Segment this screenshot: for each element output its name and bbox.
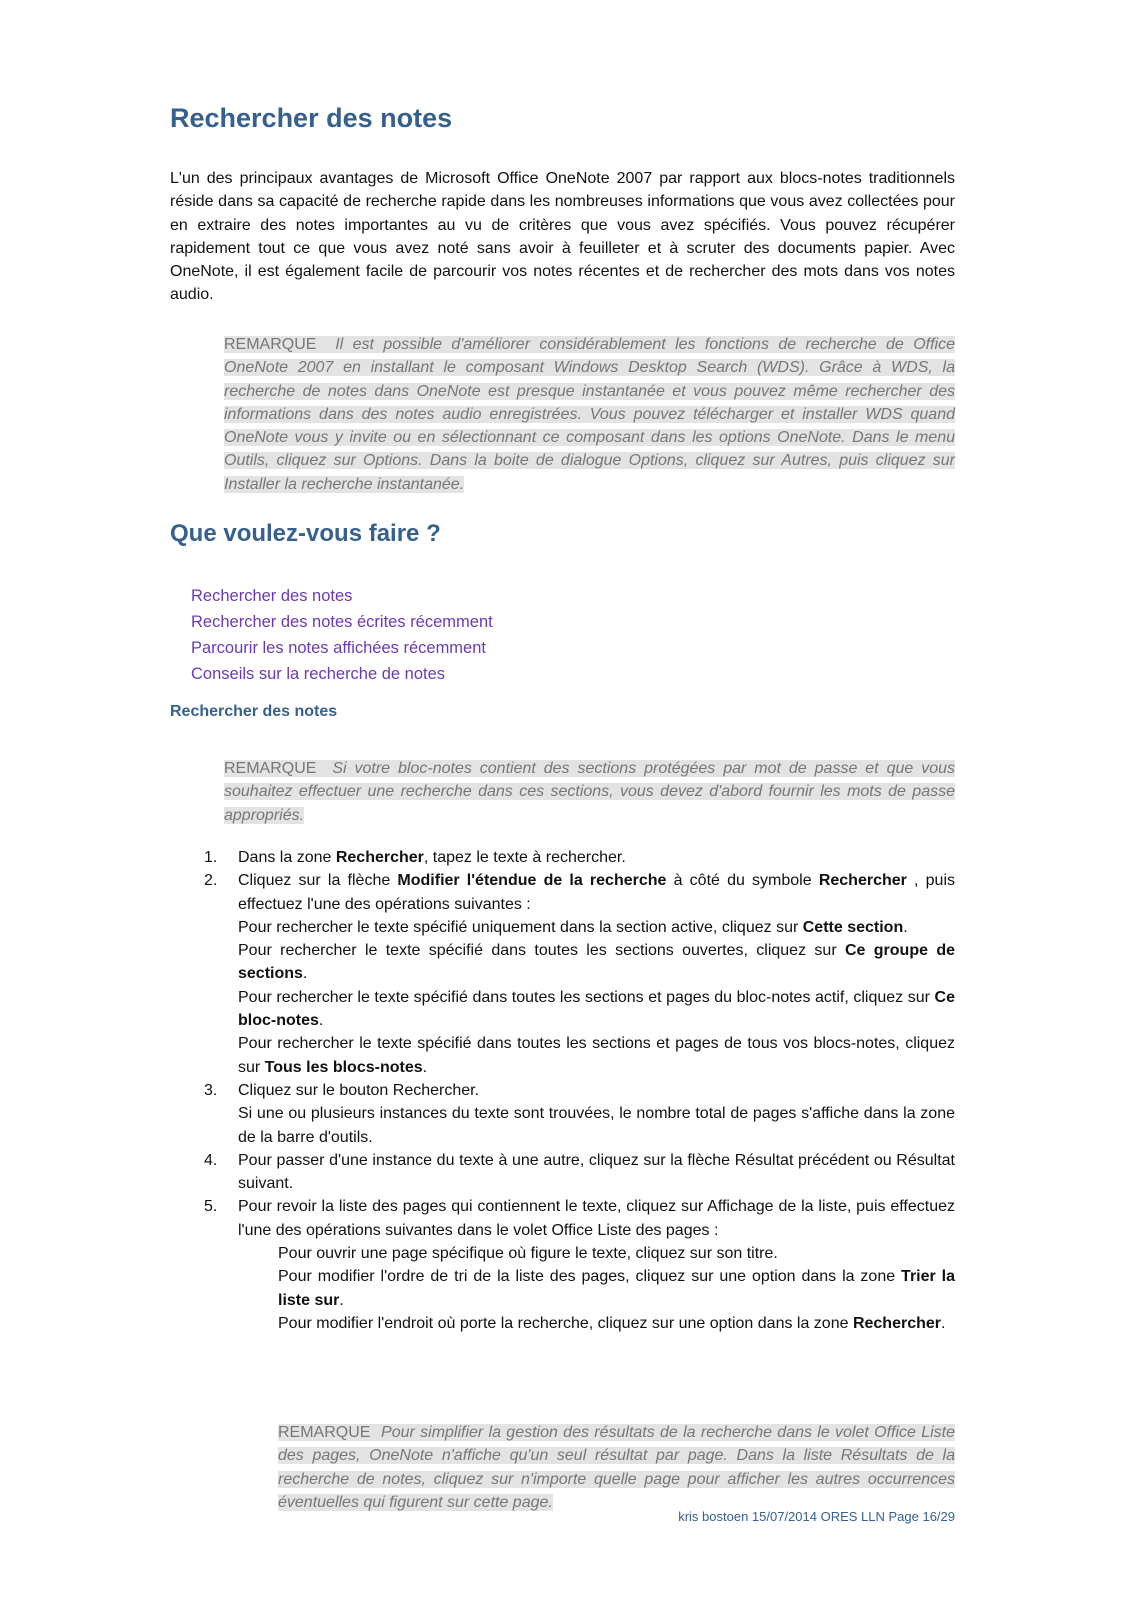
step-option: Pour ouvrir une page spécifique où figure le texte, cliquez sur son titre. — [278, 1245, 778, 1263]
section-heading-what-to-do: Que voulez-vous faire ? — [170, 520, 441, 547]
step-option: Pour modifier l'endroit où porte la recherche, cliquez sur une option dans la zone Rechercher. — [278, 1314, 946, 1332]
note-label: REMARQUE — [224, 760, 317, 777]
step-option: Pour rechercher le texte spécifié uniquement dans la section active, cliquez sur Cette section. — [238, 918, 908, 936]
step-number: 3. — [204, 1081, 218, 1099]
step-number: 2. — [204, 872, 218, 890]
step-text: Pour revoir la liste des pages qui contiennent le texte, cliquez sur Affichage de la liste, puis effectuez l'une des opérations suivantes dans le volet Office Liste des pages : — [238, 1198, 955, 1239]
link-rechercher-notes[interactable]: Rechercher des notes — [191, 587, 353, 605]
note-label: REMARQUE — [224, 336, 317, 353]
note-box — [224, 757, 955, 827]
step-detail: Si une ou plusieurs instances du texte sont trouvées, le nombre total de pages s'affiche dans la zone de la barre d'outils. — [238, 1105, 955, 1146]
list-item — [200, 846, 955, 869]
intro-paragraph: L'un des principaux avantages de Microsoft Office OneNote 2007 par rapport aux blocs-notes traditionnels réside dans sa capacité de recherche rapide dans les nombreuses informations que vous avez collectées pour en extraire des notes importantes au vu de critères que vous avez spécifiés. Vous pouvez récupérer rapidement tout ce que vous avez noté sans avoir à feuilleter et à scruter des documents papier. Avec OneNote, il est également facile de parcourir vos notes récentes et de rechercher des mots dans vos notes audio. — [170, 170, 955, 304]
note-text: Pour simplifier la gestion des résultats de la recherche dans le volet Office Liste des pages, OneNote n'affiche qu'un seul résultat par page. Dans la liste Résultats de la recherche de notes, cliquez sur n'importe quelle page pour afficher les autres occurrences éventuelles qui figurent sur cette page. — [278, 1424, 956, 1511]
step-text: Cliquez sur la flèche Modifier l'étendue de la recherche à côté du symbole Rechercher , puis effectuez l'une des opérations suivantes : — [238, 872, 955, 913]
step-text: Cliquez sur le bouton Rechercher. — [238, 1081, 480, 1099]
step-option: Pour rechercher le texte spécifié dans toutes les sections ouvertes, cliquez sur Ce groupe de sections. — [238, 942, 956, 983]
list-item — [200, 1079, 955, 1149]
step-option: Pour modifier l'ordre de tri de la liste des pages, cliquez sur une option dans la zone Trier la liste sur. — [278, 1268, 955, 1309]
step-text: Dans la zone Rechercher, tapez le texte à rechercher. — [238, 849, 626, 866]
list-item — [200, 869, 955, 1079]
list-item — [200, 1195, 955, 1335]
page-title: Rechercher des notes — [170, 103, 453, 133]
step-option: Pour rechercher le texte spécifié dans toutes les sections et pages de tous vos blocs-notes, cliquez sur Tous les blocs-notes. — [238, 1035, 955, 1076]
page-footer: kris bostoen 15/07/2014 ORES LLN Page 16/29 — [678, 1509, 955, 1524]
task-links — [191, 583, 493, 687]
note-text: Il est possible d'améliorer considérablement les fonctions de recherche de Office OneNote 2007 en installant le composant Windows Desktop Search (WDS). Grâce à WDS, la recherche de notes dans OneNote est presque instantanée et vous pouvez même rechercher des informations dans des notes audio enregistrées. Vous pouvez télécharger et installer WDS quand OneNote vous y invite ou en sélectionnant ce composant dans les options OneNote. Dans le menu Outils, cliquez sur Options. Dans la boite de dialogue Options, cliquez sur Autres, puis cliquez sur Installer la recherche instantanée. — [224, 336, 956, 493]
note-box — [224, 333, 955, 496]
note-label: REMARQUE — [278, 1424, 371, 1441]
note-text: Si votre bloc-notes contient des sections protégées par mot de passe et que vous souhaitez effectuer une recherche dans ces sections, vous devez d'abord fournir les mots de passe appropriés. — [224, 760, 956, 824]
link-conseils-recherche[interactable]: Conseils sur la recherche de notes — [191, 665, 446, 683]
step-option: Pour rechercher le texte spécifié dans toutes les sections et pages du bloc-notes actif, cliquez sur Ce bloc-notes. — [238, 988, 955, 1030]
steps-list — [200, 846, 955, 1335]
link-notes-ecrites-recemment[interactable]: Rechercher des notes écrites récemment — [191, 613, 493, 631]
list-item — [200, 1149, 955, 1196]
link-notes-affichees-recemment[interactable]: Parcourir les notes affichées récemment — [191, 639, 486, 657]
note-box — [278, 1421, 955, 1514]
step-number: 1. — [204, 849, 218, 866]
step-number: 5. — [204, 1198, 218, 1216]
subsection-heading: Rechercher des notes — [170, 703, 338, 720]
step-text: Pour passer d'une instance du texte à une autre, cliquez sur la flèche Résultat précédent ou Résultat suivant. — [238, 1151, 955, 1193]
step-number: 4. — [204, 1151, 218, 1169]
